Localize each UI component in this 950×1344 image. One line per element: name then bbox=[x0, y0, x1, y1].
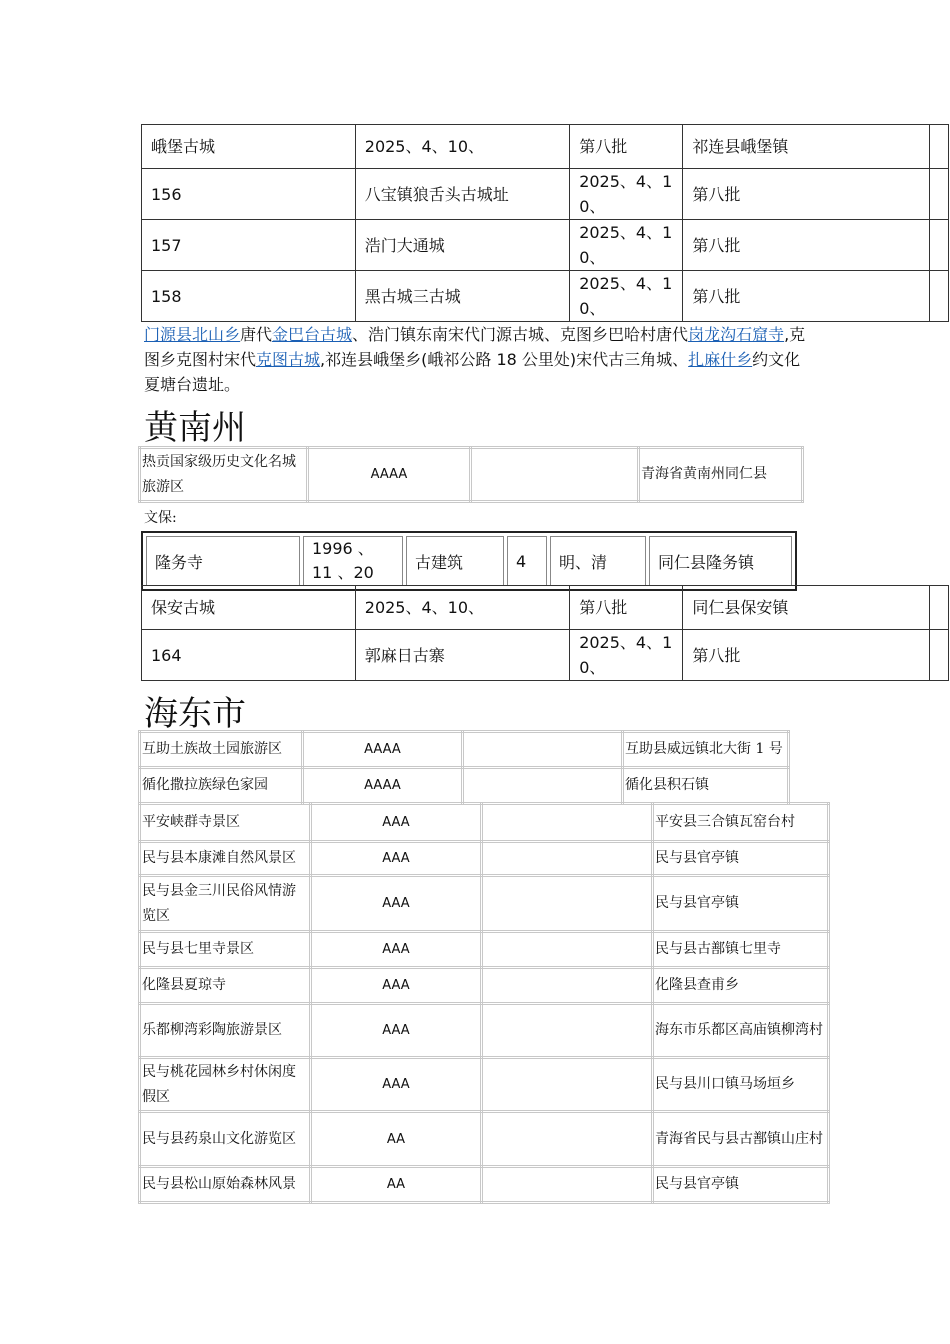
table-cell bbox=[482, 1112, 653, 1167]
table-cell: 民与县官亭镇 bbox=[653, 1167, 829, 1203]
table-cell: 海东市乐都区高庙镇柳湾村 bbox=[653, 1004, 829, 1058]
table-row bbox=[146, 536, 792, 586]
table-row bbox=[140, 448, 803, 502]
table-row bbox=[142, 586, 949, 630]
huangnan-scenic-table bbox=[138, 446, 804, 503]
table-cell: 青海省黄南州同仁县 bbox=[639, 448, 803, 502]
paragraph-text: 约文化夏塘台遗址。 bbox=[144, 350, 801, 394]
table-cell: 青海省民与县古鄯镇山庄村 bbox=[653, 1112, 829, 1167]
table-cell: 4 bbox=[507, 536, 547, 586]
table-cell: 民与县金三川民俗风情游览区 bbox=[140, 876, 311, 932]
table-cell: 化隆县夏琼寺 bbox=[140, 968, 311, 1004]
table-cell: 第八批 bbox=[683, 630, 930, 681]
table-cell bbox=[929, 630, 948, 681]
table-cell bbox=[929, 220, 948, 271]
table-row bbox=[140, 842, 829, 876]
section-heading-huangnan: 黄南州 bbox=[144, 408, 246, 448]
table-cell bbox=[482, 842, 653, 876]
table-cell: 158 bbox=[142, 271, 356, 322]
wenbao-label: 文保: bbox=[144, 510, 177, 526]
table-cell: 民与桃花园林乡村休闲度假区 bbox=[140, 1058, 311, 1112]
table-cell: AAA bbox=[311, 842, 482, 876]
table-cell: 隆务寺 bbox=[146, 536, 300, 586]
table-cell: AAA bbox=[311, 1058, 482, 1112]
table-cell: 浩门大通城 bbox=[355, 220, 569, 271]
paragraph-text: 唐代 bbox=[240, 325, 273, 344]
table-cell: 平安峡群寺景区 bbox=[140, 804, 311, 842]
table-row bbox=[140, 876, 829, 932]
haidong-scenic-table-b bbox=[138, 802, 830, 1204]
table-row bbox=[142, 125, 949, 169]
table-cell bbox=[482, 1058, 653, 1112]
table-cell: 黑古城三古城 bbox=[355, 271, 569, 322]
table-cell: AAAA bbox=[303, 732, 463, 768]
table-cell bbox=[482, 968, 653, 1004]
table-cell: AAAA bbox=[308, 448, 471, 502]
heritage-table-b bbox=[141, 585, 949, 681]
table-cell: 保安古城 bbox=[142, 586, 356, 630]
paragraph-link[interactable]: 扎麻什乡 bbox=[688, 350, 753, 369]
table-cell: 互助土族故土园旅游区 bbox=[140, 732, 303, 768]
table-row bbox=[140, 804, 829, 842]
table-cell: 乐都柳湾彩陶旅游景区 bbox=[140, 1004, 311, 1058]
table-cell: 古建筑 bbox=[406, 536, 504, 586]
table-cell bbox=[482, 1167, 653, 1203]
table-cell: 民与县七里寺景区 bbox=[140, 932, 311, 968]
table-cell bbox=[482, 804, 653, 842]
table-row bbox=[140, 1004, 829, 1058]
table-cell: 同仁县保安镇 bbox=[683, 586, 930, 630]
table-row bbox=[140, 1112, 829, 1167]
table-cell: 民与县药泉山文化游览区 bbox=[140, 1112, 311, 1167]
paragraph-link[interactable]: 门源县北山乡 bbox=[144, 325, 241, 344]
paragraph-text: 、浩门镇东南宋代门源古城、克图乡巴哈村唐代 bbox=[352, 325, 689, 344]
heritage-table-a bbox=[141, 124, 949, 322]
paragraph-link[interactable]: 岗龙沟石窟寺 bbox=[688, 325, 785, 344]
table-row bbox=[140, 932, 829, 968]
table-cell: 2025、4、10、 bbox=[570, 271, 683, 322]
table-cell: AAA bbox=[311, 968, 482, 1004]
haidong-scenic-table-a bbox=[138, 730, 790, 805]
table-cell bbox=[929, 586, 948, 630]
table-cell: 化隆县查甫乡 bbox=[653, 968, 829, 1004]
table-cell: AA bbox=[311, 1112, 482, 1167]
section-heading-haidong: 海东市 bbox=[144, 694, 246, 734]
table-row bbox=[142, 169, 949, 220]
table-cell: AAA bbox=[311, 876, 482, 932]
table-cell: 164 bbox=[142, 630, 356, 681]
table-cell: 2025、4、10、 bbox=[570, 220, 683, 271]
table-cell: 2025、4、10、 bbox=[355, 586, 569, 630]
table-cell: 循化县积石镇 bbox=[623, 768, 789, 804]
table-cell: AAA bbox=[311, 804, 482, 842]
table-cell bbox=[482, 1004, 653, 1058]
table-cell: 八宝镇狼舌头古城址 bbox=[355, 169, 569, 220]
table-cell bbox=[929, 271, 948, 322]
table-cell bbox=[471, 448, 639, 502]
table-cell: 第八批 bbox=[570, 586, 683, 630]
table-cell: 峨堡古城 bbox=[142, 125, 356, 169]
table-cell bbox=[929, 169, 948, 220]
paragraph-link[interactable]: 金巴台古城 bbox=[272, 325, 353, 344]
table-cell: AAA bbox=[311, 932, 482, 968]
paragraph-text: ,克图乡克图村宋代 bbox=[144, 325, 806, 369]
table-cell: 第八批 bbox=[570, 125, 683, 169]
table-cell: 明、清 bbox=[550, 536, 646, 586]
table-cell: 民与县本康滩自然风景区 bbox=[140, 842, 311, 876]
table-cell: 2025、4、10、 bbox=[355, 125, 569, 169]
table-cell: 1996 、 11 、20 bbox=[303, 536, 403, 586]
table-cell: 民与县古鄯镇七里寺 bbox=[653, 932, 829, 968]
table-row bbox=[140, 1058, 829, 1112]
table-cell bbox=[482, 876, 653, 932]
table-cell: 平安县三合镇瓦窑台村 bbox=[653, 804, 829, 842]
paragraph-text: ,祁连县峨堡乡(峨祁公路 18 公里处)宋代古三角城、 bbox=[320, 350, 689, 369]
table-row bbox=[142, 630, 949, 681]
table-cell: 民与县官亭镇 bbox=[653, 842, 829, 876]
table-cell bbox=[929, 125, 948, 169]
table-row bbox=[140, 732, 789, 768]
table-cell bbox=[463, 732, 623, 768]
table-cell: AAA bbox=[311, 1004, 482, 1058]
table-cell: 民与县松山原始森林风景 bbox=[140, 1167, 311, 1203]
table-cell: 循化撒拉族绿色家园 bbox=[140, 768, 303, 804]
table-cell: 热贡国家级历史文化名城旅游区 bbox=[140, 448, 308, 502]
table-row bbox=[142, 220, 949, 271]
table-cell: 第八批 bbox=[683, 169, 930, 220]
table-cell: 第八批 bbox=[683, 271, 930, 322]
table-cell: 157 bbox=[142, 220, 356, 271]
table-row bbox=[142, 271, 949, 322]
table-cell: 156 bbox=[142, 169, 356, 220]
table-cell: 2025、4、10、 bbox=[570, 630, 683, 681]
table-cell bbox=[482, 932, 653, 968]
table-cell: 民与县官亭镇 bbox=[653, 876, 829, 932]
table-row bbox=[140, 968, 829, 1004]
paragraph-link[interactable]: 克图古城 bbox=[256, 350, 321, 369]
table-cell: 同仁县隆务镇 bbox=[649, 536, 792, 586]
table-cell: 互助县威远镇北大街 1 号 bbox=[623, 732, 789, 768]
table-row bbox=[140, 768, 789, 804]
table-cell: 郭麻日古寨 bbox=[355, 630, 569, 681]
table-cell: 祁连县峨堡镇 bbox=[683, 125, 930, 169]
heritage-paragraph bbox=[144, 322, 812, 397]
table-cell: AA bbox=[311, 1167, 482, 1203]
table-cell: AAAA bbox=[303, 768, 463, 804]
table-row bbox=[140, 1167, 829, 1203]
table-cell: 2025、4、10、 bbox=[570, 169, 683, 220]
longwu-table bbox=[141, 531, 797, 591]
table-cell bbox=[463, 768, 623, 804]
table-cell: 第八批 bbox=[683, 220, 930, 271]
table-cell: 民与县川口镇马场垣乡 bbox=[653, 1058, 829, 1112]
